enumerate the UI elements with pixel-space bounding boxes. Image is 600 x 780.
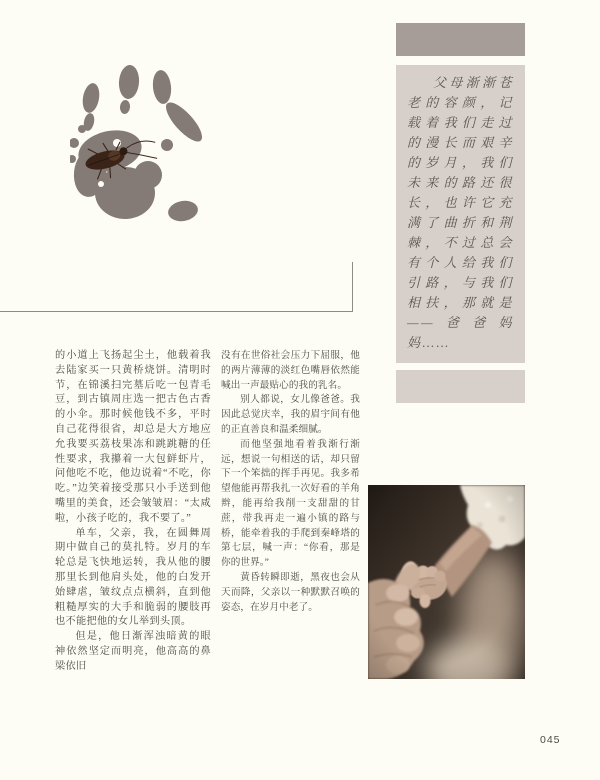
article-column-right <box>221 349 360 615</box>
paragraph: 而他坚强地看着我渐行渐远，想说一句相送的话，却只留下一个笨拙的挥手再见。我多希望他能再帮我扎一次好看的羊角辫，能再给我削一支甜甜的甘蔗，带我再走一遍小镇的路与桥，能牵着我的手爬到秦峰塔的第七层，喊一声：“你看，那是你的世界。” <box>221 438 360 569</box>
corner-rule <box>0 262 353 312</box>
page-number: 045 <box>540 734 561 746</box>
article-column-left <box>55 349 211 675</box>
paragraph: 没有在世俗社会压力下屈服，他的两片薄薄的淡红色嘴唇依然能喊出一声最贴心的我的乳名。 <box>221 350 360 391</box>
paragraph: 黄昏转瞬即逝，黑夜也会从天而降，父亲以一种默默召唤的姿态，在岁月中老了。 <box>221 571 360 613</box>
handprint-illustration <box>70 63 210 223</box>
paragraph: 但是，他日渐浑浊暗黄的眼神依然坚定而明亮，他高高的鼻梁依旧 <box>55 631 211 672</box>
paragraph: 的小道上飞扬起尘土，他载着我去陆家买一只黄桥烧饼。清明时节，在锦溪扫完墓后吃一包青毛豆，到古镇周庄选一把古色古香的小伞。那时候他钱不多，平时自己花得很省，却总是大方地应允我要买荔枝果冻和跳跳糖的任性要求，我攥着一大包鲜虾片，问他吃不吃，他边说着“不吃，你吃。”边笑着接受那只小手送到他嘴里的美食，还会皱皱眉：“太咸啦，小孩子吃的，我不要了。” <box>55 350 211 524</box>
sidebar-quote-text: 父母渐渐苍老的容颜，记载着我们走过的漫长而艰辛的岁月，我们未来的路还很长，也许它充满了曲折和荆棘，不过总会有个人给我们引路，与我们相扶，那就是——爸爸妈妈…… <box>407 75 514 350</box>
baby-hand-photo <box>368 485 525 679</box>
handprint-smudge <box>70 64 207 223</box>
sidebar-footer-block <box>396 370 525 403</box>
sidebar-quote-box <box>396 65 525 363</box>
paragraph: 单车，父亲，我，在圆舞周期中做自己的莫扎特。岁月的车轮总是飞快地运转，我从他的腰那里长到他肩头处，他的白发开始肆虐，皱纹点点横斜，直到他粗糙厚实的大手和脆弱的腰肢再也不能把他的女儿举到头顶。 <box>55 527 211 628</box>
sidebar-header-bar <box>396 23 525 56</box>
paragraph: 别人都说，女儿像爸爸。我因此总觉庆幸，我的眉宇间有他的正直善良和温柔细腻。 <box>221 394 360 435</box>
